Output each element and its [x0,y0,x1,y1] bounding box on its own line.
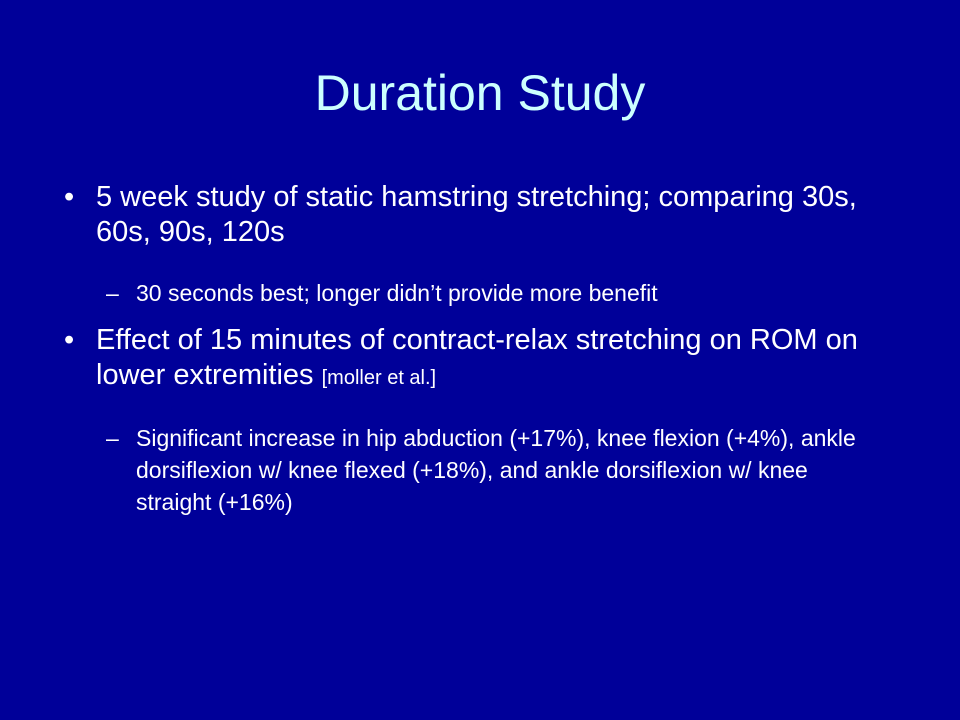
sub-bullet-marker-2: – [106,425,119,451]
citation: [moller et al.] [321,367,437,389]
bullet-text-1: 5 week study of static hamstring stretching; comparing 30s, 60s, 90s, 120s [96,181,857,248]
sub-bullet-text-2: Significant increase in hip abduction (+17%), knee flexion (+4%), ankle dorsiflexion w/ knee flexed (+18%), and ankle dorsiflexion w/ knee straight (+16%) [136,425,856,515]
bullet-marker-1: • [64,181,75,213]
bullet-text-2-main: Effect of 15 minutes of contract-relax stretching on ROM on lower extremities [96,324,858,391]
sub-bullet-text-1: 30 seconds best; longer didn’t provide more benefit [136,280,658,306]
slide-title: Duration Study [314,65,646,121]
sub-bullet-marker-1: – [106,280,119,306]
bullet-marker-2: • [64,324,75,356]
bullet-text-2 [96,323,886,396]
